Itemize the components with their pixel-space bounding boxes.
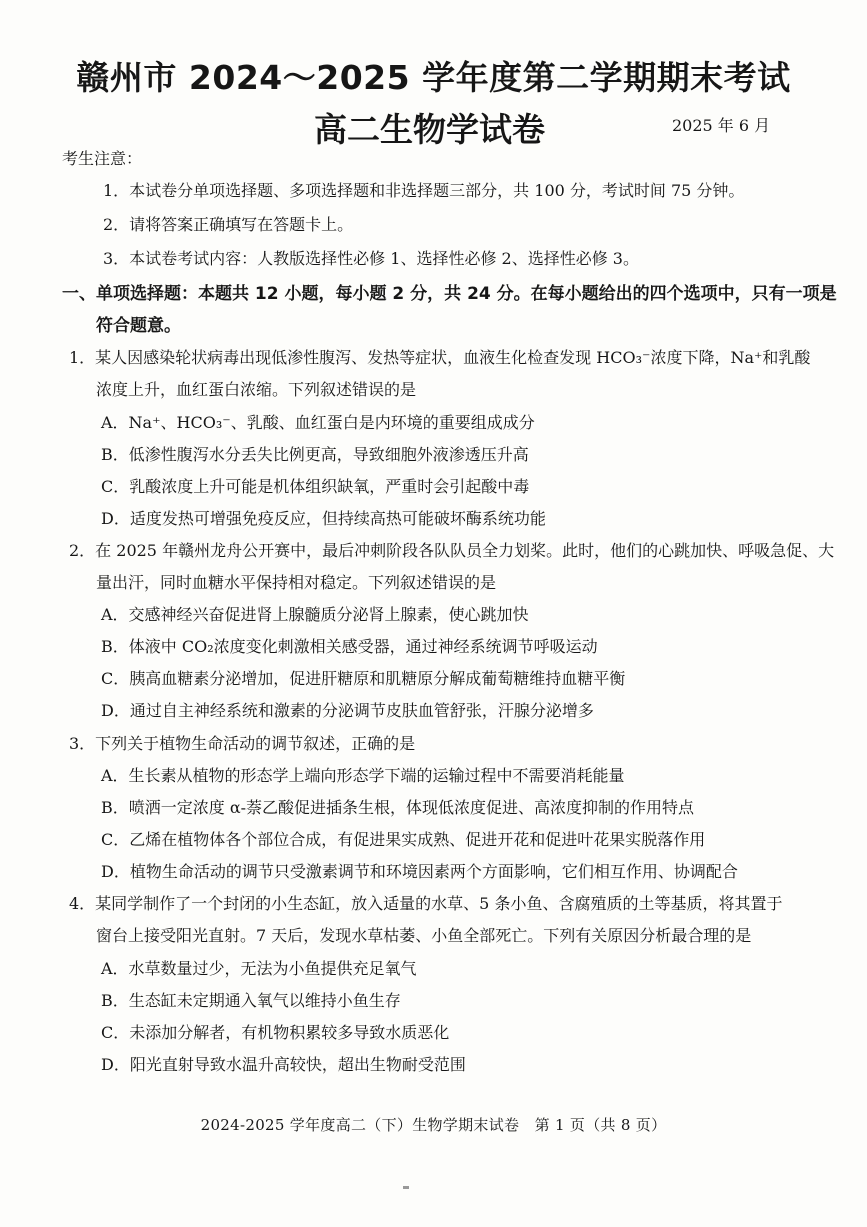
exam-title: 赣州市 2024～2025 学年度第二学期期末考试 [76, 58, 791, 97]
question-2-option-d: D．通过自主神经系统和激素的分泌调节皮肤血管舒张，汗腺分泌增多 [101, 701, 594, 720]
notice-item: 1．本试卷分单项选择题、多项选择题和非选择题三部分，共 100 分，考试时间 75 分钟。 [103, 181, 745, 200]
question-1-option-b: B．低渗性腹泻水分丢失比例更高，导致细胞外液渗透压升高 [101, 445, 529, 464]
scan-mark [403, 1186, 409, 1189]
notice-item: 2．请将答案正确填写在答题卡上。 [103, 215, 354, 234]
question-4-option-d: D．阳光直射导致水温升高较快，超出生物耐受范围 [101, 1055, 466, 1074]
notice-title: 考生注意： [62, 149, 143, 168]
question-1-option-a: A．Na⁺、HCO₃⁻、乳酸、血红蛋白是内环境的重要组成成分 [101, 413, 535, 432]
question-4-option-a: A．水草数量过少，无法为小鱼提供充足氧气 [101, 959, 417, 978]
question-1-option-d: D．适度发热可增强免疫反应，但持续高热可能破坏酶系统功能 [101, 509, 546, 528]
question-2-stem: 2．在 2025 年赣州龙舟公开赛中，最后冲刺阶段各队队员全力划桨。此时，他们的心跳加快、呼吸急促、大 [69, 541, 835, 560]
section-heading: 一、单项选择题：本题共 12 小题，每小题 2 分，共 24 分。在每小题给出的四个选项中，只有一项是 [62, 284, 837, 304]
section-heading-continued: 符合题意。 [96, 316, 181, 336]
question-2-option-a: A．交感神经兴奋促进肾上腺髓质分泌肾上腺素，使心跳加快 [101, 605, 529, 624]
page-footer: 2024-2025 学年度高二（下）生物学期末试卷 第 1 页（共 8 页） [200, 1116, 667, 1134]
question-3-option-a: A．生长素从植物的形态学上端向形态学下端的运输过程中不需要消耗能量 [101, 766, 625, 785]
question-2-option-b: B．体液中 CO₂浓度变化刺激相关感受器，通过神经系统调节呼吸运动 [101, 637, 598, 656]
question-2-stem-continued: 量出汗，同时血糖水平保持相对稳定。下列叙述错误的是 [96, 573, 497, 592]
question-3-option-d: D．植物生命活动的调节只受激素调节和环境因素两个方面影响，它们相互作用、协调配合 [101, 862, 738, 881]
question-3-option-c: C．乙烯在植物体各个部位合成，有促进果实成熟、促进开花和促进叶花果实脱落作用 [101, 830, 706, 849]
question-4-option-b: B．生态缸未定期通入氧气以维持小鱼生存 [101, 991, 401, 1010]
question-1-stem-continued: 浓度上升，血红蛋白浓缩。下列叙述错误的是 [96, 380, 417, 399]
question-1-option-c: C．乳酸浓度上升可能是机体组织缺氧，严重时会引起酸中毒 [101, 477, 530, 496]
question-4-option-c: C．未添加分解者，有机物积累较多导致水质恶化 [101, 1023, 450, 1042]
question-4-stem-continued: 窗台上接受阳光直射。7 天后，发现水草枯萎、小鱼全部死亡。下列有关原因分析最合理的是 [96, 926, 752, 945]
exam-date: 2025 年 6 月 [672, 116, 771, 135]
question-3-option-b: B．喷洒一定浓度 α-萘乙酸促进插条生根，体现低浓度促进、高浓度抑制的作用特点 [101, 798, 695, 817]
question-3-stem: 3．下列关于植物生命活动的调节叙述，正确的是 [69, 734, 416, 753]
question-4-stem: 4．某同学制作了一个封闭的小生态缸，放入适量的水草、5 条小鱼、含腐殖质的土等基质，将其置于 [69, 894, 783, 913]
exam-subtitle: 高二生物学试卷 [314, 110, 545, 149]
notice-item: 3．本试卷考试内容：人教版选择性必修 1、选择性必修 2、选择性必修 3。 [103, 249, 639, 268]
question-1-stem: 1．某人因感染轮状病毒出现低渗性腹泻、发热等症状，血液生化检查发现 HCO₃⁻浓度下降，Na⁺和乳酸 [69, 348, 811, 367]
question-2-option-c: C．胰高血糖素分泌增加，促进肝糖原和肌糖原分解成葡萄糖维持血糖平衡 [101, 669, 626, 688]
